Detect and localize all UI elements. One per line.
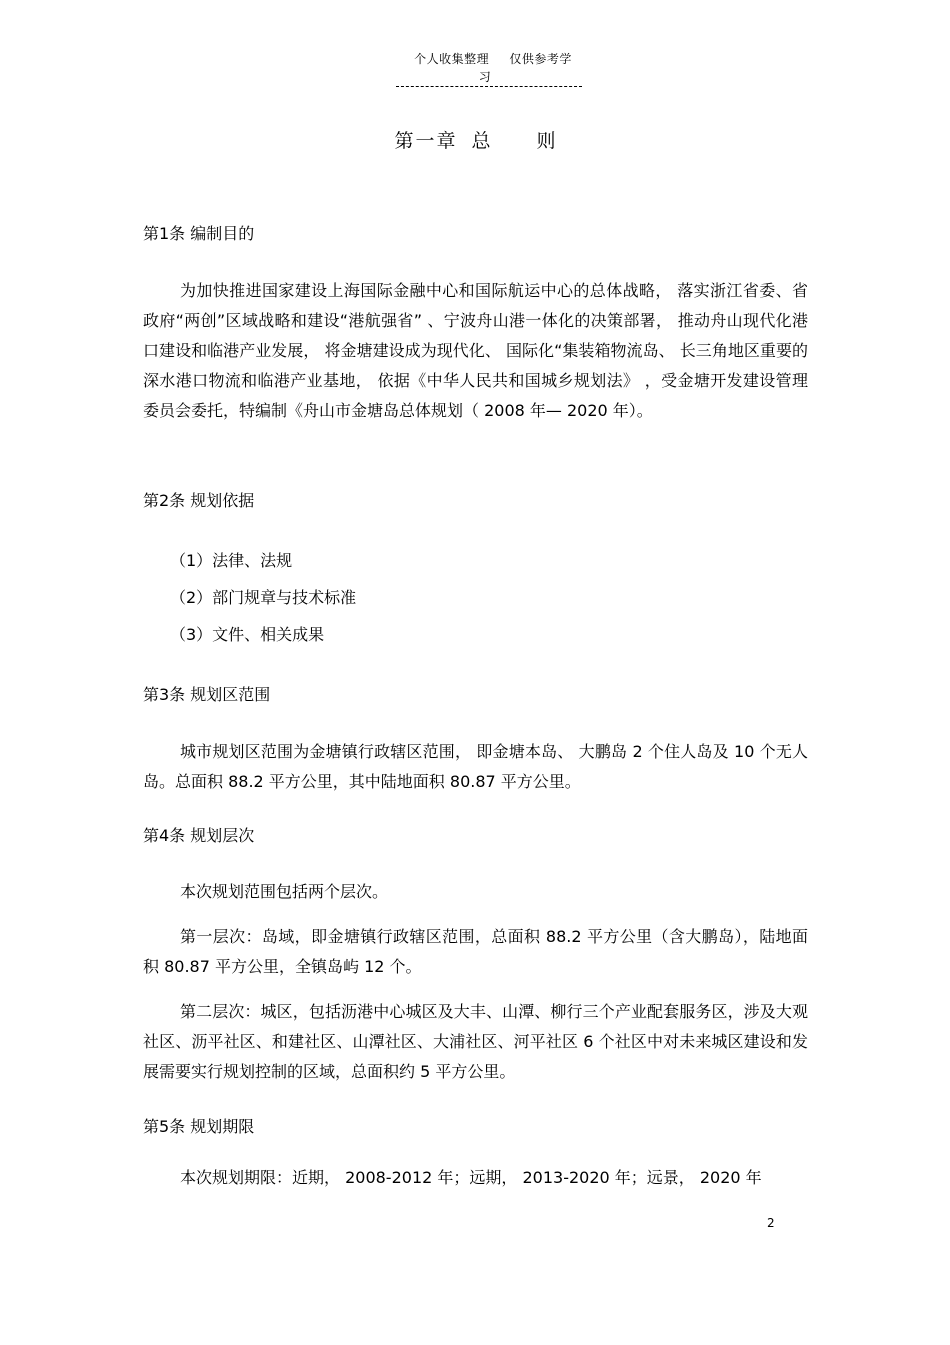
header-right-text: 仅供参考学习 [478,52,572,84]
article-4-paragraph-2: 第一层次：岛域，即金塘镇行政辖区范围，总面积 88.2 平方公里（含大鹏岛），陆地面积 80.87 平方公里，全镇岛屿 12 个。 [143,927,808,976]
article-4-paragraph-1: 本次规划范围包括两个层次。 [180,882,389,901]
chapter-title-part2: 总 [471,130,491,152]
article-4-paragraph-3: 第二层次：城区，包括沥港中心城区及大丰、山潭、柳行三个产业配套服务区，涉及大观社区、沥平社区、和建社区、山潭社区、大浦社区、河平社区 6 个社区中对未来城区建设和发展需要实行规划控制的区域，总面积约 5 平方公里。 [143,1002,808,1081]
article-1-heading: 第1条 编制目的 [143,224,255,243]
chapter-title [0,129,950,153]
page-number: 2 [767,1216,775,1230]
article-1-paragraph: 为加快推进国家建设上海国际金融中心和国际航运中心的总体战略， 落实浙江省委、省政府“两创”区域战略和建设“港航强省” 、宁波舟山港一体化的决策部署， 推动舟山现代化港口建设和临港产业发展， 将金塘建设成为现代化、 国际化“集装箱物流岛、 长三角地区重要的深水港口物流和临港产业基地， 依据《中华人民共和国城乡规划法》 ，受金塘开发建设管理委员会委托，特编制《舟山市金塘岛总体规划（ 2008 年— 2020 年）。 [143,281,808,420]
article-5-heading: 第5条 规划期限 [143,1117,255,1136]
chapter-title-part3: 则 [536,130,556,152]
list-item: （2）部门规章与技术标准 [170,588,357,607]
article-3-heading: 第3条 规划区范围 [143,685,271,704]
list-item: （1）法律、法规 [170,551,293,570]
chapter-title-part1: 第一章 [394,130,458,152]
article-2-heading: 第2条 规划依据 [143,491,255,510]
list-item: （3）文件、相关成果 [170,625,325,644]
article-2-list [170,542,356,653]
article-3-paragraph: 城市规划区范围为金塘镇行政辖区范围， 即金塘本岛、 大鹏岛 2 个住人岛及 10 个无人岛。总面积 88.2 平方公里，其中陆地面积 80.87 平方公里。 [143,742,808,791]
header-left-text: 个人收集整理 [414,52,490,66]
article-5-paragraph: 本次规划期限：近期， 2008-2012 年；远期， 2013-2020 年；远景， 2020 年 [180,1168,762,1187]
page-header [396,50,582,87]
article-4-heading: 第4条 规划层次 [143,826,255,845]
